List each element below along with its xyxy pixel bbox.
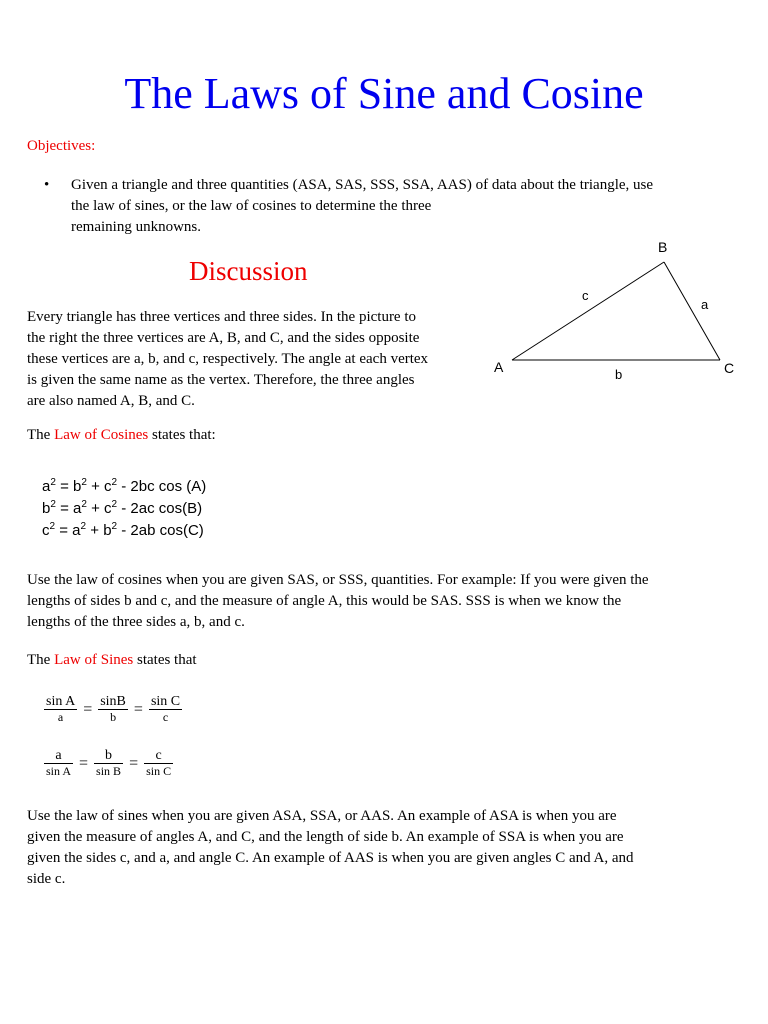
sines-intro [27, 650, 757, 671]
objective-line: remaining unknowns. [71, 219, 201, 235]
sines-usage-paragraph [27, 806, 757, 890]
equals-sign: = [83, 700, 93, 718]
paragraph-line: given the measure of angles A, and C, and the length of side b. An example of SSA is when you are [27, 829, 624, 845]
side-c-label: c [582, 288, 589, 303]
side-b-label: b [615, 367, 623, 382]
objective-line: the law of sines, or the law of cosines to determine the three [71, 198, 432, 214]
cosines-intro [27, 425, 757, 446]
equals-sign: = [133, 700, 143, 718]
side-a-line [664, 262, 720, 360]
law-of-cosines-term: Law of Cosines [54, 427, 149, 443]
intro-text: states that [133, 652, 197, 668]
paragraph-line: lengths of sides b and c, and the measure of angle A, this would be SAS. SSS is when we know the [27, 593, 622, 609]
equals-sign: = [129, 754, 139, 772]
paragraph-line: is given the same name as the vertex. Therefore, the three angles [27, 372, 415, 388]
sine-ratio-row [44, 748, 173, 779]
paragraph-line: Every triangle has three vertices and three sides. In the picture to [27, 309, 417, 325]
side-a-label: a [701, 297, 709, 312]
paragraph-line: Use the law of sines when you are given ASA, SSA, or AAS. An example of ASA is when you are [27, 808, 617, 824]
paragraph-line: lengths of the three sides a, b, and c. [27, 614, 245, 630]
triangle-diagram [490, 232, 750, 392]
cosine-equation: $c^2 = a^2 + b^2 - 2ab$ cos(C) [42, 521, 204, 539]
fraction: $\frac{\text{sin A}}{a}$ [46, 694, 76, 724]
paragraph-line: side c. [27, 871, 66, 887]
paragraph-line: given the sides c, and a, and angle C. An example of AAS is when you are given angles C and A, and [27, 850, 634, 866]
paragraph-line: the right the three vertices are A, B, and C, and the sides opposite [27, 330, 420, 346]
objectives-label: Objectives: [27, 138, 96, 154]
fraction: $\frac{c}{\text{sin C}}$ [146, 748, 172, 778]
vertex-b-label: B [658, 239, 668, 255]
fraction: $\frac{a}{\text{sin A}}$ [46, 748, 72, 778]
intro-text: The [27, 652, 55, 668]
paragraph-line: these vertices are a, b, and c, respectively. The angle at each vertex [27, 351, 429, 367]
intro-text: states that: [148, 427, 216, 443]
vertex-c-label: C [724, 360, 735, 376]
discussion-heading: Discussion [189, 256, 308, 286]
bullet-marker: • [44, 177, 50, 193]
intro-text: The [27, 427, 55, 443]
sine-ratio-row [44, 694, 182, 725]
paragraph-line: are also named A, B, and C. [27, 393, 195, 409]
vertex-a-label: A [494, 359, 504, 375]
objective-item [71, 175, 741, 238]
cosine-equations [42, 476, 206, 542]
equals-sign: = [79, 754, 89, 772]
page-title: The Laws of Sine and Cosine [124, 69, 644, 118]
cosines-usage-paragraph [27, 570, 757, 633]
fraction: $\frac{\text{sin C}}{c}$ [150, 694, 181, 724]
cosine-equation: $b^2 = a^2 + c^2 - 2ac$ cos(B) [42, 499, 203, 517]
objective-line: Given a triangle and three quantities (ASA, SAS, SSS, SSA, AAS) of data about the triangle, use [71, 177, 654, 193]
paragraph-line: Use the law of cosines when you are given SAS, or SSS, quantities. For example: If you were given the [27, 572, 649, 588]
side-c-line [512, 262, 664, 360]
fraction: $\frac{\sin B}{b}$ [100, 694, 126, 724]
law-of-sines-term: Law of Sines [54, 652, 134, 668]
fraction: $\frac{b}{\text{sin B}}$ [96, 748, 122, 778]
cosine-equation: $a^2 = b^2 + c^2 - 2bc$ cos (A) [42, 477, 207, 495]
